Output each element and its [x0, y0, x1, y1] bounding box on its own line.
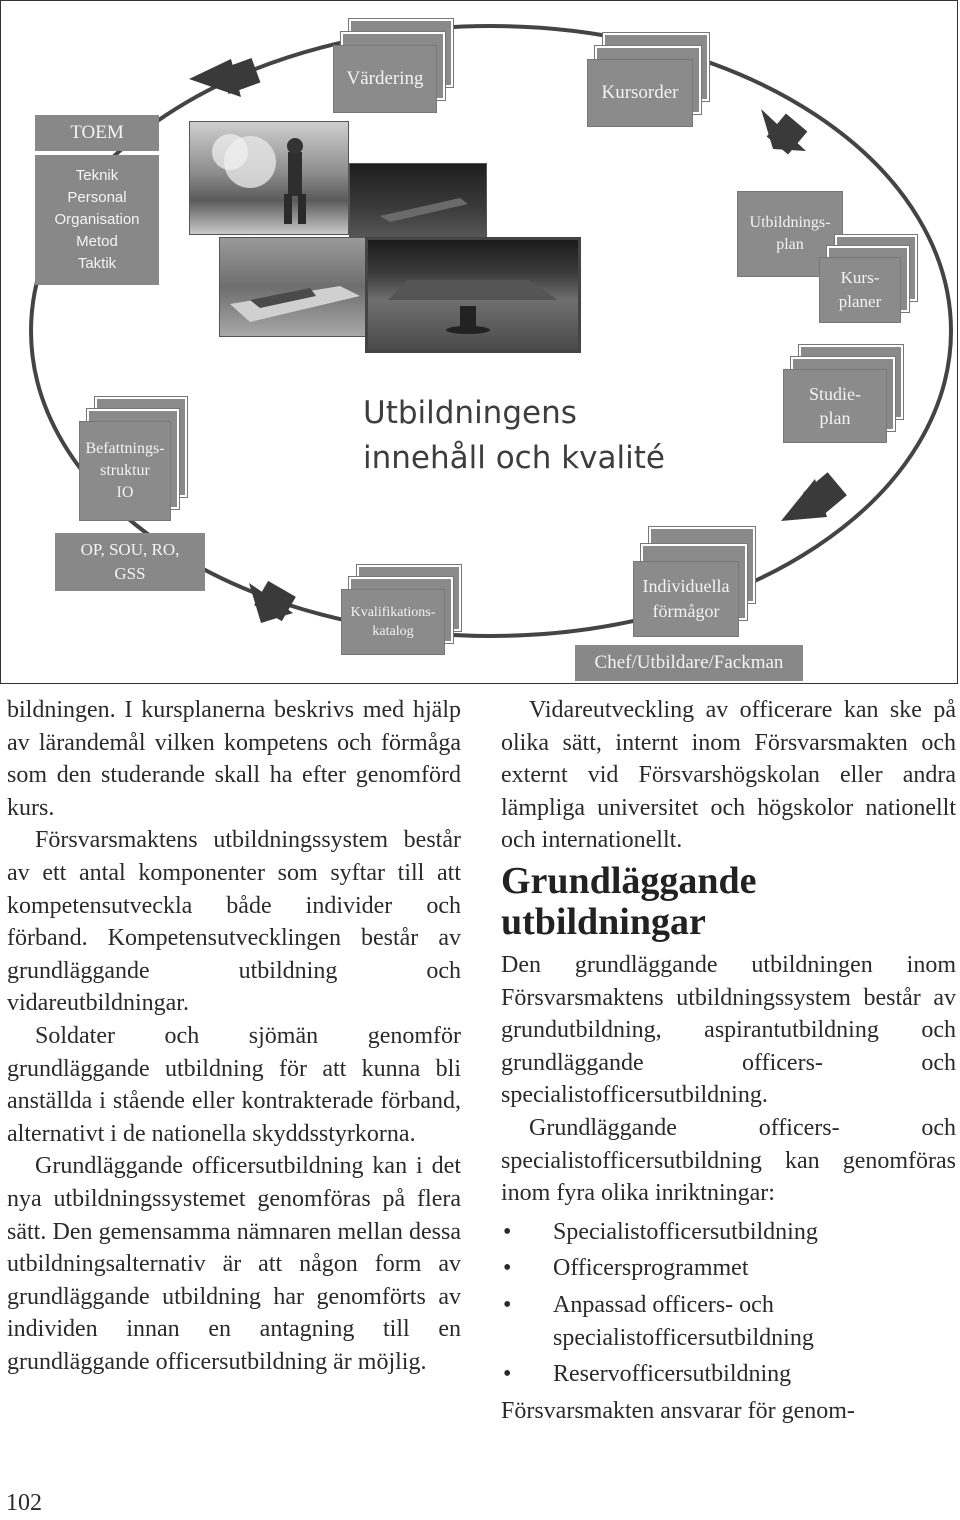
doc-label: Kurs- [840, 268, 880, 287]
left-paragraph: bildningen. I kursplanerna beskrivs med hjälp av lärandemål vilken kompetens och förmåga som den studerande skall ha efter genomförd kurs. [7, 697, 461, 821]
cycle-arrow-top-left [189, 58, 260, 97]
toem-item: Metod [76, 233, 118, 250]
doc-label: planer [838, 292, 882, 311]
list-item-text: Officersprogrammet [553, 1255, 749, 1282]
right-paragraph: Grundläggande officers- och specialistofficersutbildning kan genomföras inom fyra olika inriktningar: [501, 1114, 956, 1207]
right-paragraph: Försvarsmakten ansvarar för genom- [501, 1397, 855, 1424]
doc-label: plan [776, 236, 804, 253]
doc-label: struktur [100, 462, 150, 479]
right-column [501, 694, 956, 1427]
toem-header: TOEM [35, 115, 159, 151]
doc-befattningsstruktur [79, 421, 171, 521]
aircraft-image [350, 164, 487, 237]
chef-box: Chef/Utbildare/Fackman [575, 645, 803, 681]
op-box-line: GSS [114, 564, 146, 583]
bullet-icon: • [503, 1255, 512, 1282]
bullet-icon: • [503, 1218, 512, 1245]
photo-boat [219, 237, 369, 337]
toem-list [35, 155, 159, 285]
doc-label: Kursorder [601, 82, 679, 103]
doc-kursplaner [819, 257, 901, 323]
doc-label: Värdering [346, 68, 424, 89]
doc-label: Studie- [809, 384, 861, 404]
doc-label: IO [116, 484, 134, 501]
photo-aircraft [349, 163, 487, 237]
toem-item: Personal [67, 189, 127, 206]
list-item-text: Anpassad officers- och specialistofficersutbildning [553, 1291, 814, 1351]
list-item-text: Reservofficersutbildning [553, 1361, 792, 1388]
bullet-list [501, 1216, 956, 1391]
left-paragraph: Försvarsmaktens utbildningssystem består av ett antal komponenter som syftar till att kompetensutveckla både individer och förband. Kompetensutvecklingen består av grundläggande utbildning och vidareutbildningar. [7, 827, 461, 1017]
doc-label: Utbildnings- [749, 214, 831, 231]
doc-label: Kvalifikations- [350, 605, 436, 620]
doc-label: plan [819, 408, 851, 428]
op-sou-box [55, 533, 205, 591]
bullet-icon: • [503, 1361, 512, 1388]
diagram-title-line: innehåll och kvalité [363, 440, 665, 476]
cycle-arrow-bottom-left [249, 581, 296, 623]
doc-label: katalog [372, 624, 414, 639]
submarine-image [368, 240, 578, 350]
toem-item: Taktik [77, 255, 117, 272]
soldier-image [190, 122, 349, 235]
bullet-icon: • [503, 1291, 512, 1318]
page-number: 102 [6, 1490, 42, 1516]
toem-item: Teknik [75, 167, 119, 184]
doc-studieplan [783, 369, 887, 443]
left-paragraph: Soldater och sjömän genomför grundläggande utbildning för att kunna bli anställda i stående eller kontrakterade förband, alternativt i de nationella skyddsstyrkorna. [7, 1022, 461, 1147]
toem-item: Organisation [54, 211, 140, 228]
list-item-text: Specialistofficersutbildning [553, 1218, 818, 1245]
diagram-title-line: Utbildningens [363, 395, 577, 431]
left-paragraph: Grundläggande officersutbildning kan i det nya utbildningssystemet genomföras på flera sätt. Den gemensamma nämnaren mellan dessa utbildningsalternativ är att någon form av grundläggande utbildning har genomförts av individen innan en antagning till en grundläggande officersutbildning är möjlig. [7, 1153, 461, 1375]
op-box-line: OP, SOU, RO, [80, 540, 180, 559]
cycle-arrow-right [781, 472, 847, 521]
left-column [7, 694, 461, 1378]
list-item [501, 1252, 956, 1285]
right-paragraph: Den grundläggande utbildningen inom Försvarsmaktens utbildningssystem består av grundutbildning, aspirantutbildning och grundläggande officers- och specialistofficersutbildning. [501, 951, 956, 1109]
diagram-frame [0, 0, 958, 684]
list-item [501, 1289, 956, 1354]
diagram-title [363, 391, 665, 481]
list-item [501, 1358, 956, 1391]
photo-submarine [365, 237, 581, 353]
doc-vardering [333, 45, 437, 113]
section-heading: Grundläggande utbildningar [501, 859, 757, 943]
doc-individuella-formagor [633, 561, 739, 637]
list-item [501, 1216, 956, 1249]
cycle-arrow-top-right [761, 109, 807, 154]
doc-kursorder [587, 59, 693, 127]
doc-label: Individuella [642, 576, 730, 596]
doc-label: förmågor [652, 601, 720, 621]
doc-kvalifikationskatalog [341, 589, 445, 655]
photo-soldier [189, 121, 349, 235]
right-paragraph: Vidareutveckling av officerare kan ske på olika sätt, internt inom Försvarsmakten och externt vid Försvarshögskolan eller andra lämpliga universitet och högskolor nationellt och internationellt. [501, 697, 956, 854]
boat-image [220, 238, 369, 337]
doc-label: Befattnings- [85, 440, 165, 457]
